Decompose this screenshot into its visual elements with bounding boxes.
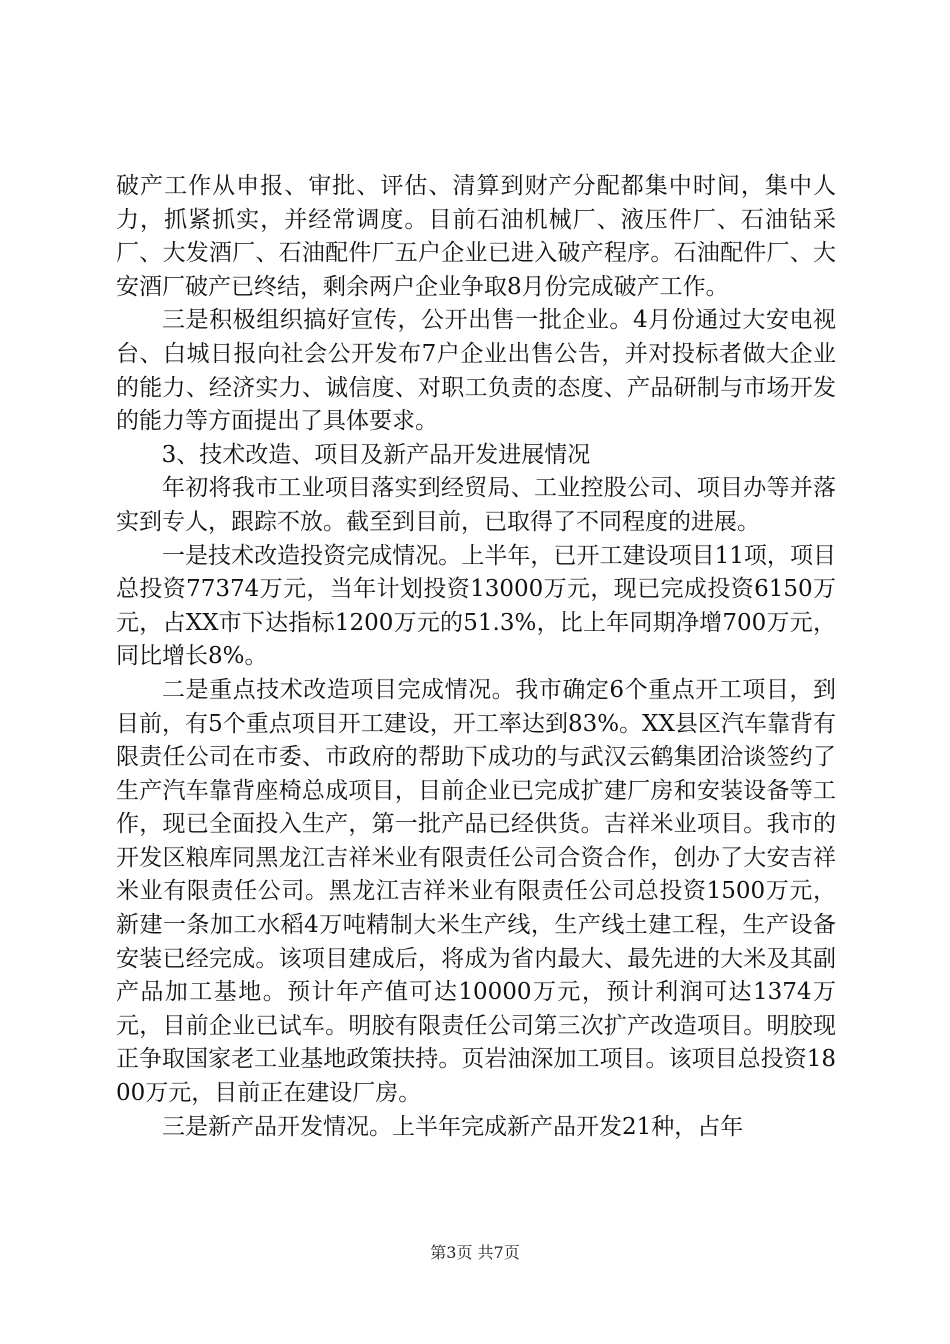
section-heading-tech-reform: 3、技术改造、项目及新产品开发进展情况 — [161, 441, 591, 468]
paragraph-public-sale: 三是积极组织搞好宣传，公开出售一批企业。4月份通过大安电视台、白城日报向社会公开发布7户企业出售公告，并对投标者做大企业的能力、经济实力、诚信度、对职工负责的态度、产品研制与市场开发的能力等方面提出了具体要求。 — [116, 307, 836, 435]
page-number-footer: 第3页 共7页 — [430, 1243, 520, 1262]
document-body — [116, 170, 836, 1144]
paragraph-investment-completion: 一是技术改造投资完成情况。上半年，已开工建设项目11项，项目总投资77374万元，当年计划投资13000万元，现已完成投资6150万元，占XX市下达指标1200万元的51.3%，比上年同期净增700万元，同比增长8%。 — [116, 542, 836, 670]
paragraph-key-projects: 二是重点技术改造项目完成情况。我市确定6个重点开工项目，到目前，有5个重点项目开工建设，开工率达到83%。XX县区汽车靠背有限责任公司在市委、市政府的帮助下成功的与武汉云鹤集团洽谈签约了生产汽车靠背座椅总成项目，目前企业已完成扩建厂房和安装设备等工作，现已全面投入生产，第一批产品已经供货。吉祥米业项目。我市的开发区粮库同黑龙江吉祥米业有限责任公司合资合作，创办了大安吉祥米业有限责任公司。黑龙江吉祥米业有限责任公司总投资1500万元，新建一条加工水稻4万吨精制大米生产线，生产线土建工程，生产设备安装已经完成。该项目建成后，将成为省内最大、最先进的大米及其副产品加工基地。预计年产值可达10000万元，预计利润可达1374万元，目前企业已试车。明胶有限责任公司第三次扩产改造项目。明胶现正争取国家老工业基地政策扶持。页岩油深加工项目。该项目总投资1800万元，目前正在建设厂房。 — [116, 676, 836, 1107]
paragraph-project-assignment: 年初将我市工业项目落实到经贸局、工业控股公司、项目办等并落实到专人，跟踪不放。截至到目前，已取得了不同程度的进展。 — [116, 475, 836, 535]
paragraph-new-products: 三是新产品开发情况。上半年完成新产品开发21种，占年 — [162, 1113, 744, 1140]
paragraph-bankruptcy-continued: 破产工作从申报、审批、评估、清算到财产分配都集中时间，集中人力，抓紧抓实，并经常调度。目前石油机械厂、液压件厂、石油钻采厂、大发酒厂、石油配件厂五户企业已进入破产程序。石油配件厂、大安酒厂破产已终结，剩余两户企业争取8月份完成破产工作。 — [116, 173, 836, 300]
